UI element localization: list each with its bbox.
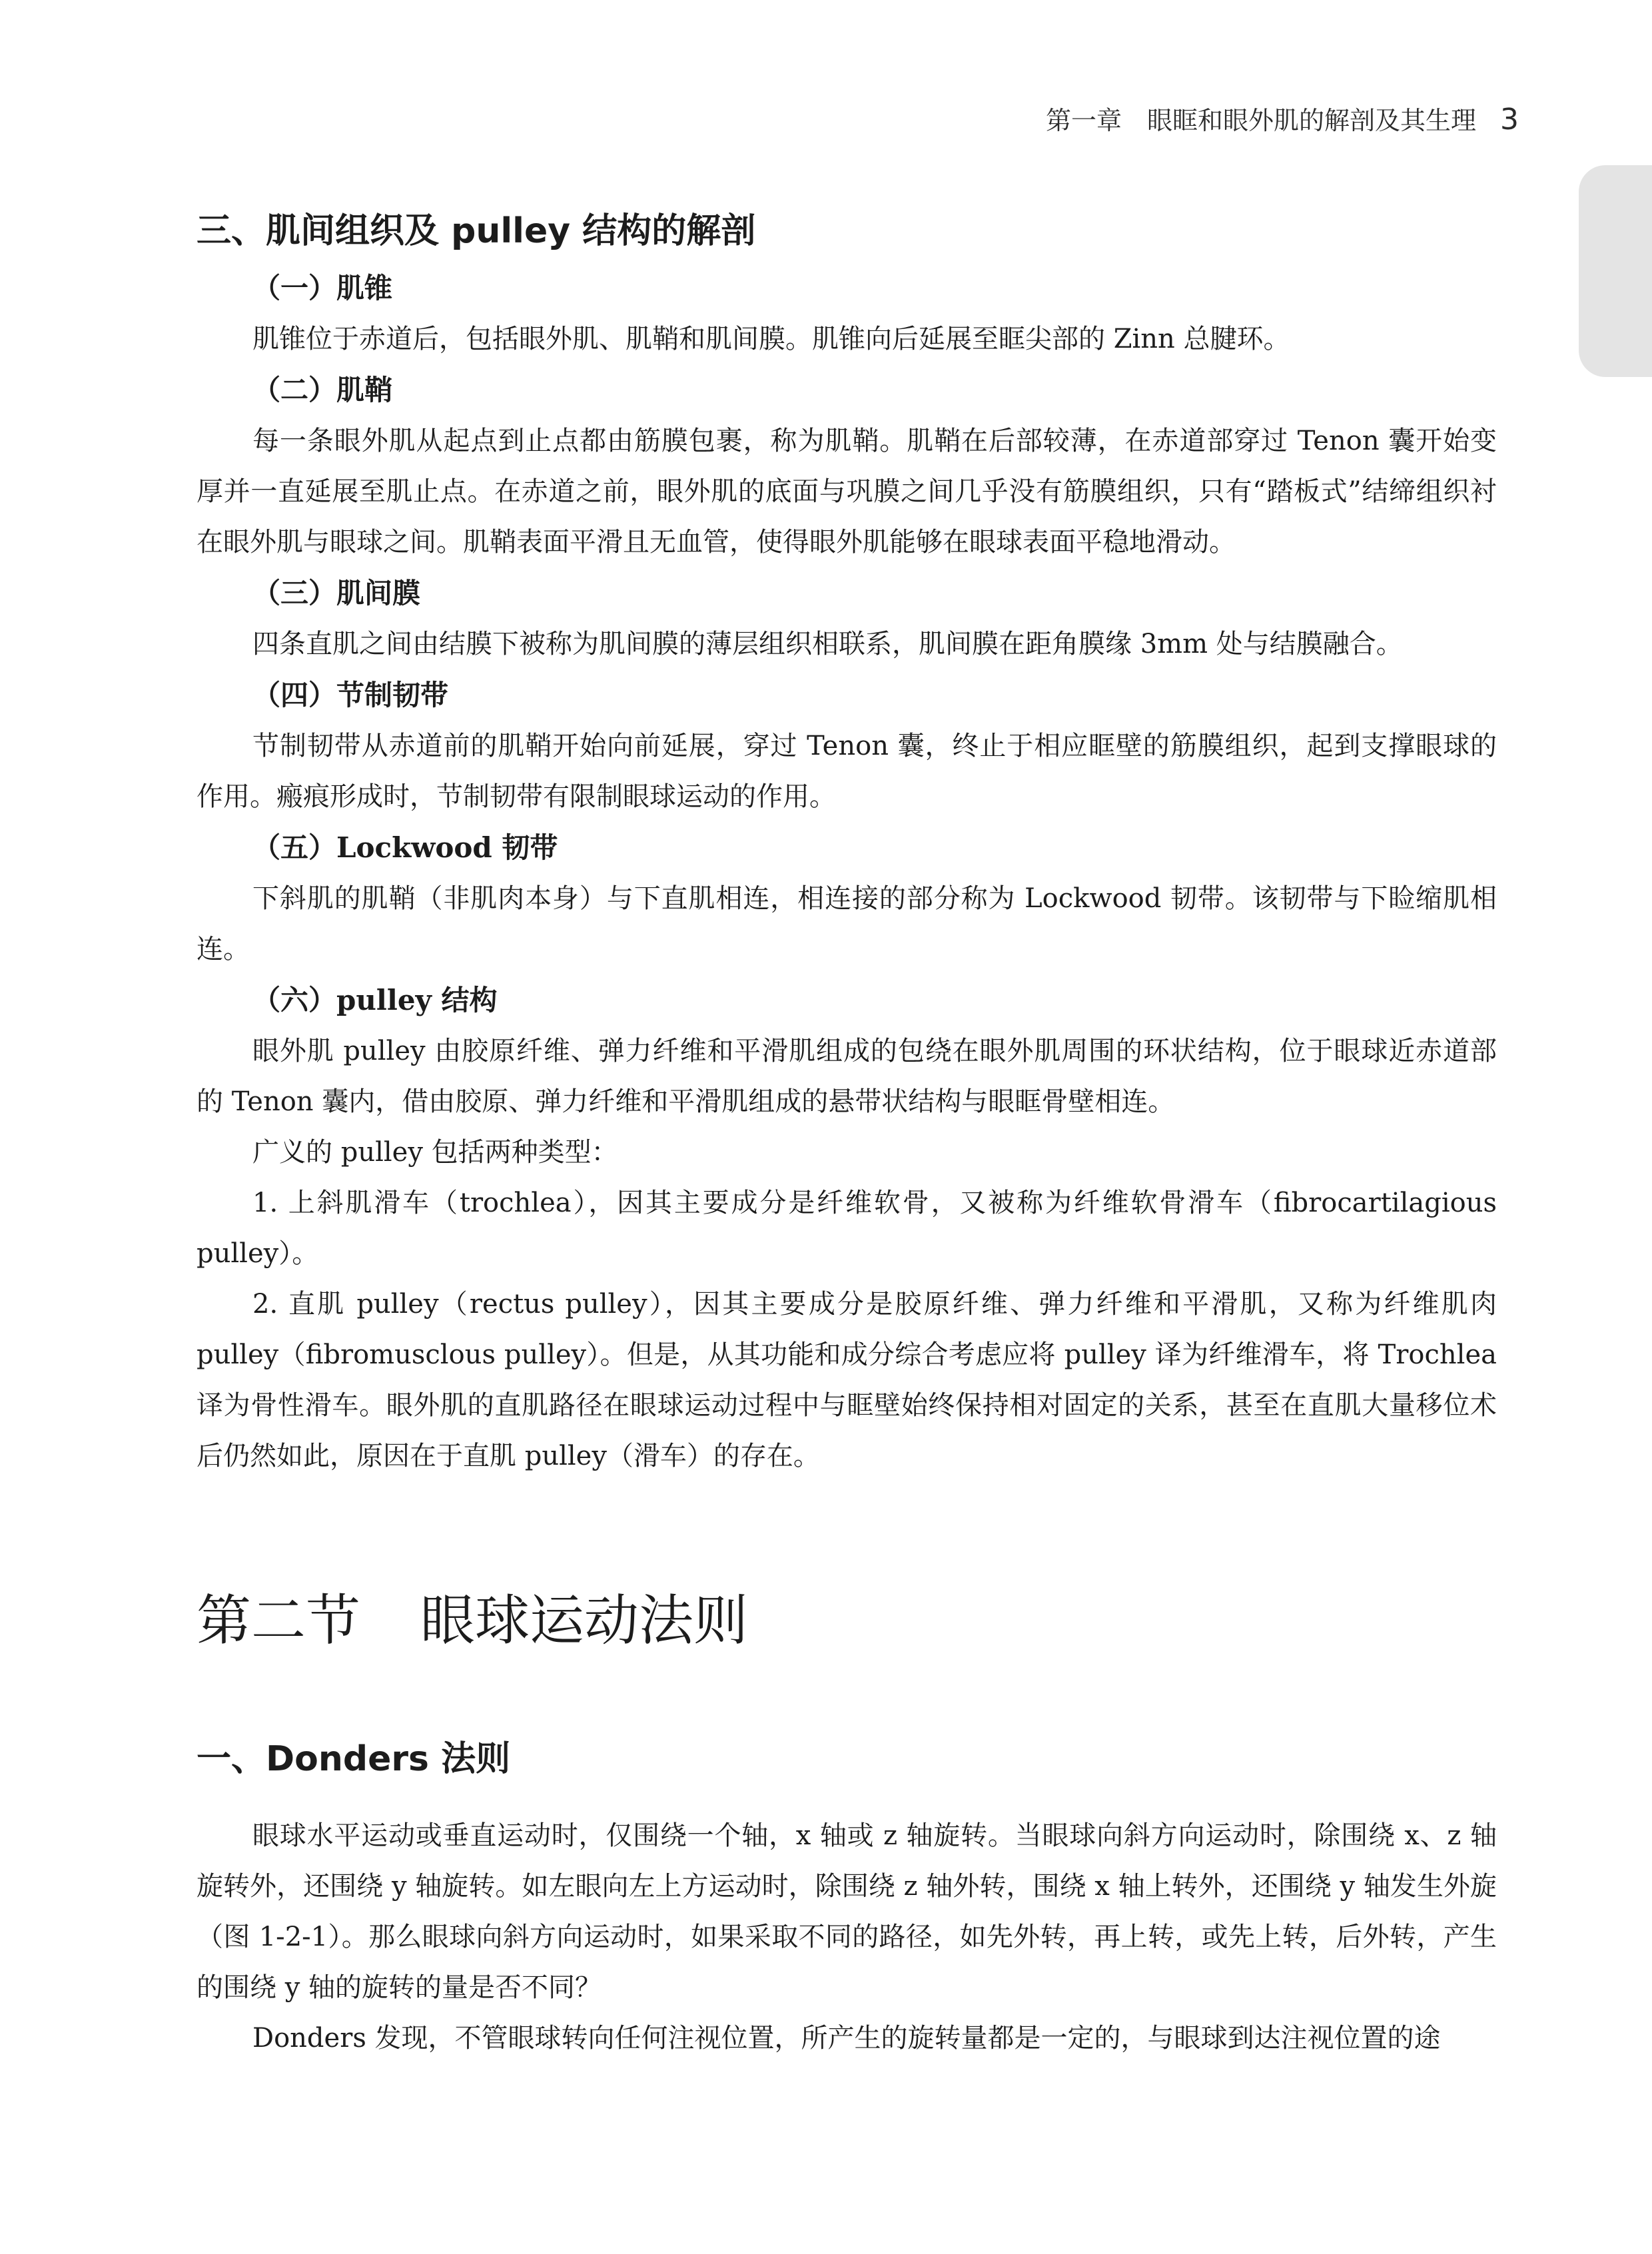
subheading-pulley-structure: （六）pulley 结构 [252, 984, 498, 1016]
paragraph: 下斜肌的肌鞘（非肌肉本身）与下直肌相连，相连接的部分称为 Lockwood 韧带。该韧带与下睑缩肌相连。 [197, 883, 1497, 964]
section-heading-pulley: 三、肌间组织及 pulley 结构的解剖 [197, 211, 756, 251]
donders-block [197, 1728, 1497, 2064]
section-two-block [197, 1575, 1497, 1668]
subheading-muscle-sheath: （二）肌鞘 [252, 374, 393, 406]
paragraph: 1. 上斜肌滑车（trochlea），因其主要成分是纤维软骨，又被称为纤维软骨滑车（fibrocartilagious pulley）。 [197, 1188, 1497, 1269]
running-title: 第一章 眼眶和眼外肌的解剖及其生理 [1045, 106, 1476, 135]
section-name: 眼球运动法则 [420, 1589, 749, 1653]
subheading-intermuscular-membrane: （三）肌间膜 [252, 577, 421, 609]
page-number: 3 [1500, 103, 1519, 137]
paragraph: 节制韧带从赤道前的肌鞘开始向前延展，穿过 Tenon 囊，终止于相应眶壁的筋膜组织，起到支撑眼球的作用。瘢痕形成时，节制韧带有限制眼球运动的作用。 [197, 731, 1497, 812]
section-title [197, 1575, 1497, 1668]
running-header [1046, 100, 1519, 137]
paragraph: 眼球水平运动或垂直运动时，仅围绕一个轴，x 轴或 z 轴旋转。当眼球向斜方向运动时，除围绕 x、z 轴旋转外，还围绕 y 轴旋转。如左眼向左上方运动时，除围绕 z 轴外转，围绕 x 轴上转外，还围绕 y 轴发生外旋（图 1-2-1）。那么眼球向斜方向运动时，如果采取不同的路径，如先外转，再上转，或先上转，后外转，产生的围绕 y 轴的旋转的量是否不同？ [197, 1820, 1497, 2003]
paragraph: 广义的 pulley 包括两种类型： [252, 1137, 618, 1168]
chapter-thumb-tab [1579, 165, 1652, 377]
page-body [197, 200, 1497, 2064]
paragraph: 肌锥位于赤道后，包括眼外肌、肌鞘和肌间膜。肌锥向后延展至眶尖部的 Zinn 总腱环。 [252, 324, 1290, 354]
subheading-muscle-cone: （一）肌锥 [252, 272, 393, 304]
subheading-lockwood-ligament: （五）Lockwood 韧带 [252, 831, 558, 864]
subheading-check-ligament: （四）节制韧带 [252, 679, 449, 711]
paragraph: 眼外肌 pulley 由胶原纤维、弹力纤维和平滑肌组成的包绕在眼外肌周围的环状结构，位于眼球近赤道部的 Tenon 囊内，借由胶原、弹力纤维和平滑肌组成的悬带状结构与眼眶骨壁相连。 [197, 1036, 1497, 1117]
paragraph: Donders 发现，不管眼球转向任何注视位置，所产生的旋转量都是一定的，与眼球到达注视位置的途 [252, 2023, 1441, 2054]
paragraph: 每一条眼外肌从起点到止点都由筋膜包裹，称为肌鞘。肌鞘在后部较薄，在赤道部穿过 Tenon 囊开始变厚并一直延展至肌止点。在赤道之前，眼外肌的底面与巩膜之间几乎没有筋膜组织，只有“踏板式”结缔组织衬在眼外肌与眼球之间。肌鞘表面平滑且无血管，使得眼外肌能够在眼球表面平稳地滑动。 [197, 426, 1497, 558]
section-number: 第二节 [197, 1589, 361, 1653]
paragraph: 2. 直肌 pulley（rectus pulley），因其主要成分是胶原纤维、弹力纤维和平滑肌，又称为纤维肌肉 pulley（fibromusclous pulley）。但是，从其功能和成分综合考虑应将 pulley 译为纤维滑车，将 Trochlea 译为骨性滑车。眼外肌的直肌路径在眼球运动过程中与眶壁始终保持相对固定的关系，甚至在直肌大量移位术后仍然如此，原因在于直肌 pulley（滑车）的存在。 [197, 1289, 1497, 1471]
section-heading-donders: 一、Donders 法则 [197, 1739, 511, 1779]
paragraph: 四条直肌之间由结膜下被称为肌间膜的薄层组织相联系，肌间膜在距角膜缘 3mm 处与结膜融合。 [252, 629, 1403, 659]
